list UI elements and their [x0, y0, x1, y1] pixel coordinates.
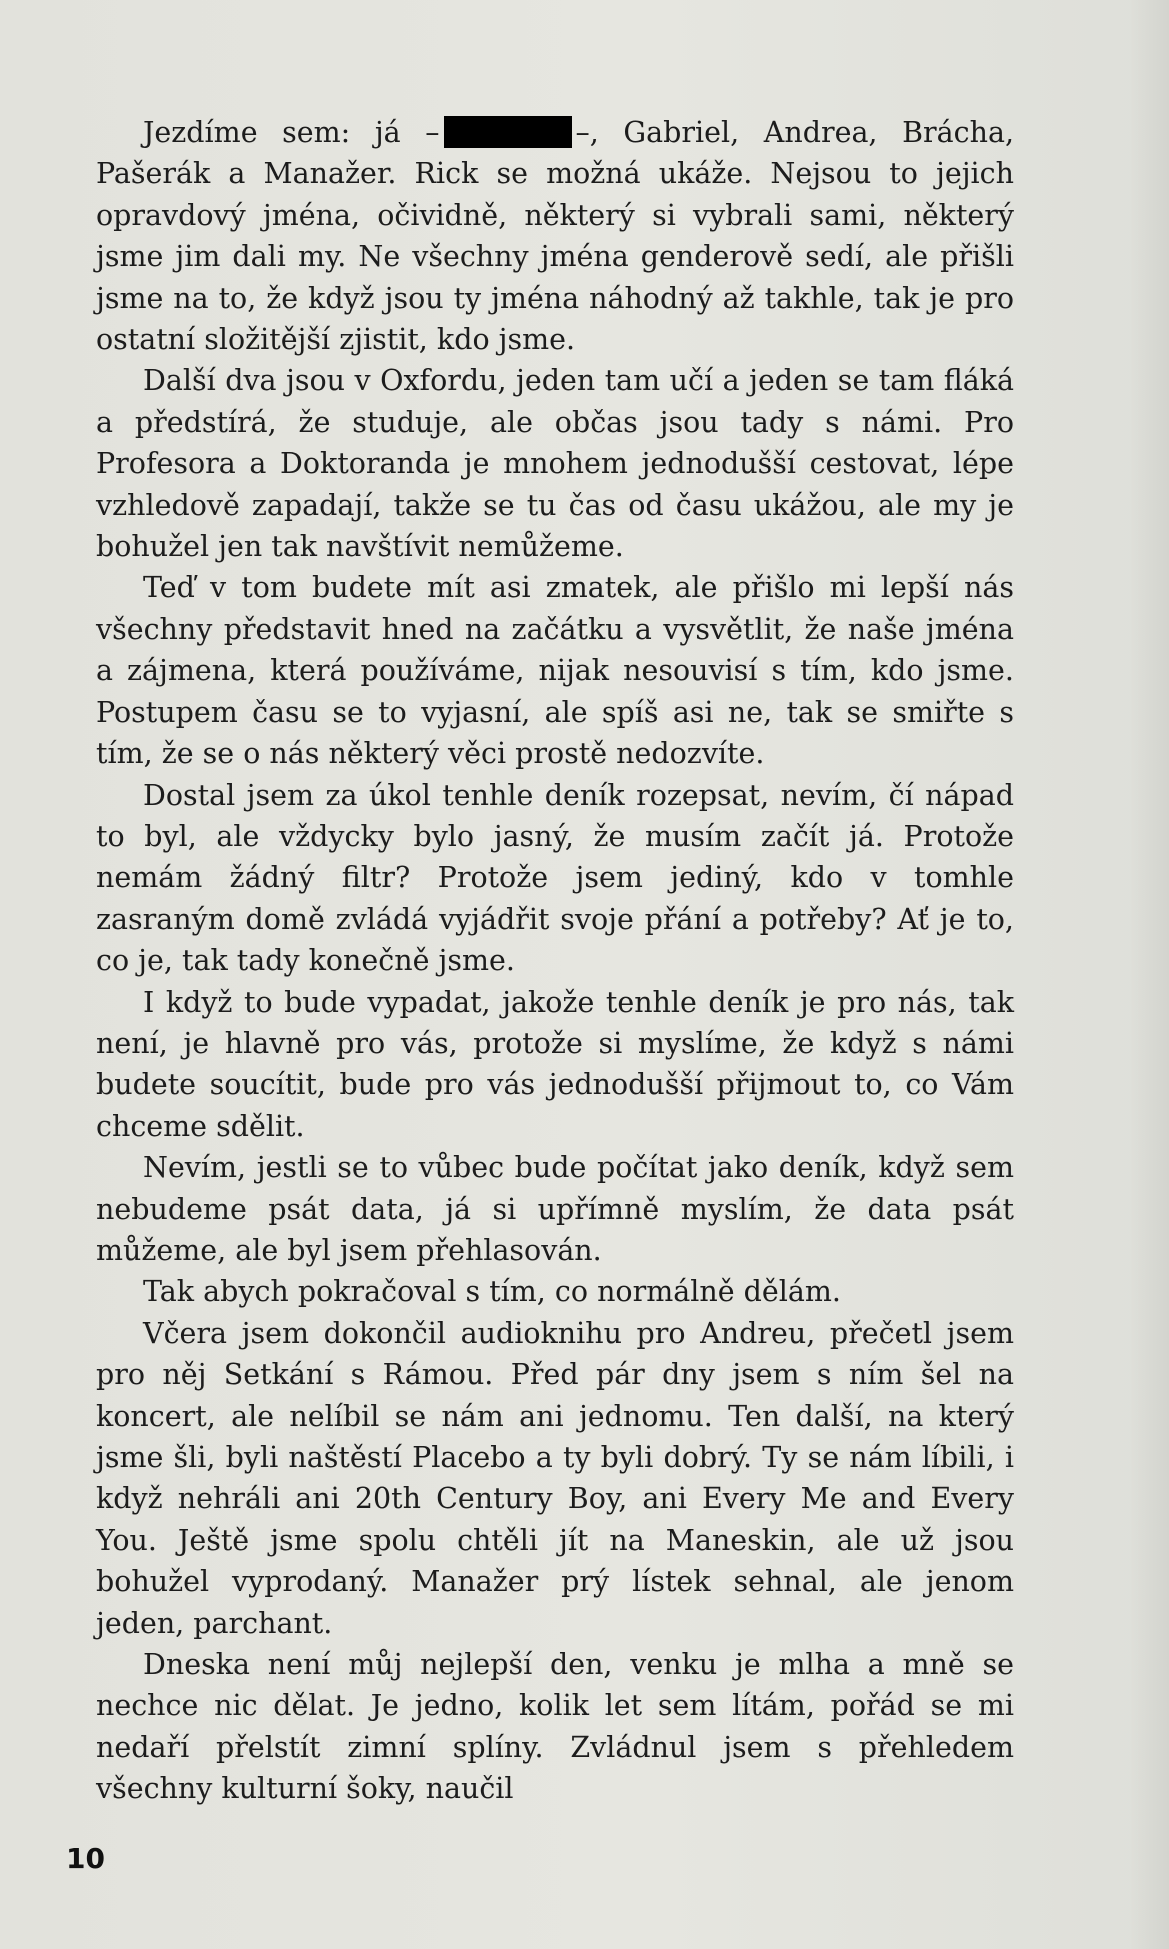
paragraph-8: Včera jsem dokončil audioknihu pro Andreu, přečetl jsem pro něj Setkání s Rámou. Před pár dny jsem s ním šel na koncert, ale nelíbil se nám ani jednomu. Ten další, na který jsme šli, byli naštěstí Placebo a ty byli dobrý. Ty se nám líbili, i když nehráli ani 20th Century Boy, ani Every Me and Every You. Ještě jsme spolu chtěli jít na Maneskin, ale už jsou bohužel vyprodaný. Manažer prý lístek sehnal, ale jenom jeden, parchant.	[96, 1316, 1014, 1640]
paragraph-3: Teď v tom budete mít asi zmatek, ale přišlo mi lepší nás všechny představit hned na začátku a vysvětlit, že naše jména a zájmena, která používáme, nijak nesouvisí s tím, kdo jsme. Postupem času se to vyjasní, ale spíš asi ne, tak se smiřte s tím, že se o nás některý věci prostě nedozvíte.	[96, 571, 1014, 771]
body-text	[96, 112, 1014, 1810]
paragraph-1	[96, 112, 1014, 360]
paragraph-5: I když to bude vypadat, jakože tenhle deník je pro nás, tak není, je hlavně pro vás, protože si myslíme, že když s námi budete soucítit, bude pro vás jednodušší přijmout to, co Vám chceme sdělit.	[96, 985, 1014, 1143]
paragraph-9: Dneska není můj nejlepší den, venku je mlha a mně se nechce nic dělat. Je jedno, kolik let sem lítám, pořád se mi nedaří přelstít zimní splíny. Zvládnul jsem s přehledem všechny kulturní šoky, naučil	[96, 1648, 1014, 1806]
paragraph-6: Nevím, jestli se to vůbec bude počítat jako deník, když sem nebudeme psát data, já si upřímně myslím, že data psát můžeme, ale byl jsem přehlasován.	[96, 1151, 1014, 1267]
paragraph-1-start: Jezdíme sem: já –	[143, 116, 440, 149]
paragraph-1-rest: –, Gabriel, Andrea, Brácha, Pašerák a Manažer. Rick se možná ukáže. Nejsou to jejich opravdový jména, očividně, některý si vybrali sami, některý jsme jim dali my. Ne všechny jména genderově sedí, ale přišli jsme na to, že když jsou ty jména náhodný až takhle, tak je pro ostatní složitější zjistit, kdo jsme.	[96, 116, 1015, 357]
paragraph-7: Tak abych pokračoval s tím, co normálně dělám.	[143, 1275, 841, 1309]
page-number: 10	[66, 1842, 105, 1875]
paragraph-4: Dostal jsem za úkol tenhle deník rozepsat, nevím, čí nápad to byl, ale vždycky bylo jasný, že musím začít já. Protože nemám žádný filtr? Protože jsem jediný, kdo v tomhle zasraným domě zvládá vyjádřit svoje přání a potřeby? Ať je to, co je, tak tady konečně jsme.	[96, 778, 1014, 978]
paragraph-2: Další dva jsou v Oxfordu, jeden tam učí a jeden se tam fláká a předstírá, že studuje, ale občas jsou tady s námi. Pro Profesora a Doktoranda je mnohem jednodušší cestovat, lépe vzhledově zapadají, takže se tu čas od času ukážou, ale my je bohužel jen tak navštívit nemůžeme.	[96, 364, 1014, 564]
redaction-bar	[444, 116, 572, 148]
